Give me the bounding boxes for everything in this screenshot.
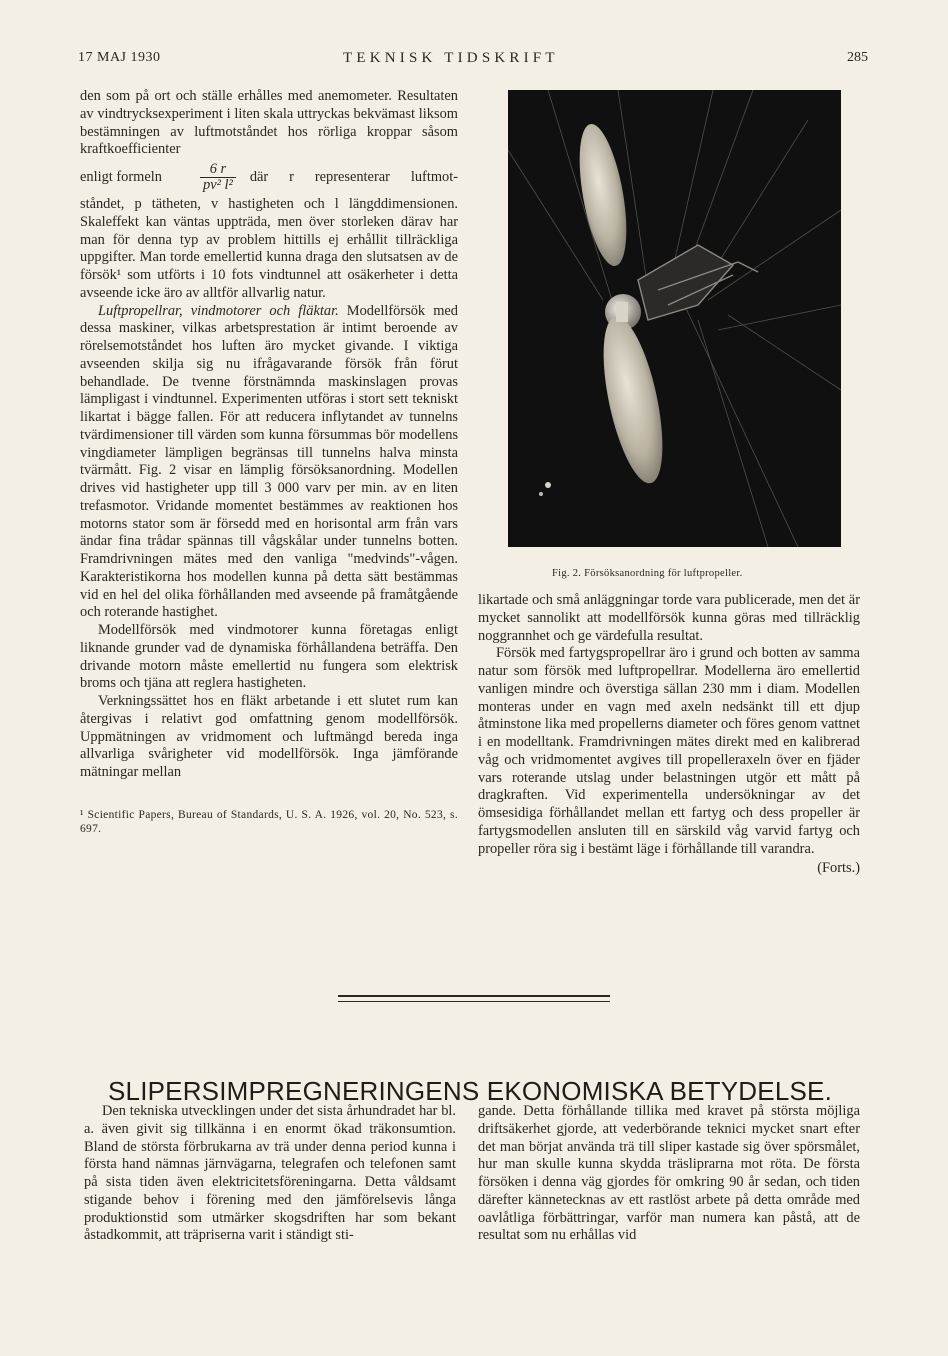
propeller-test-rig-image xyxy=(508,90,841,547)
propeller-photograph xyxy=(508,90,841,547)
paragraph-fans: Verkningssättet hos en fläkt arbetande i ett slutet rum kan återgivas i relativt god omfattning genom modellförsök. Uppmätningen av vridmoment och luftmängd bereda inga allvarliga svårigheter vid modellförsök. Inga jämförande mätningar mellan xyxy=(80,693,458,780)
paragraph-small-installations: likartade och små anläggningar torde vara publicerade, men det är mycket sannolikt att modellförsök kunna göras med tillräcklig noggrannhet och ge värdefulla resultat. xyxy=(478,592,860,644)
left-column xyxy=(80,88,458,836)
force-coefficient-formula xyxy=(80,160,458,195)
formula-fraction xyxy=(200,162,236,193)
right-column xyxy=(478,592,860,878)
article-right-column xyxy=(478,1103,860,1245)
article-left-column xyxy=(84,1103,456,1245)
journal-title: TEKNISK TIDSKRIFT xyxy=(343,50,559,66)
formula-numerator: 6 r xyxy=(209,161,227,177)
footnote: ¹ Scientific Papers, Bureau of Standards, U. S. A. 1926, vol. 20, No. 523, s. 697. xyxy=(80,808,458,835)
paragraph-ship-propellers: Försök med fartygspropellrar äro i grund och botten av samma natur som försök med luftpropellrar. Modellerna äro emellertid vanligen mindre och överstiga sällan 230 mm i diam. Modellen monteras under en vagn med axeln nedsänkt till ett djup åtminstone lika med propellerns diameter och föres genom vattnet i en modelltank. Framdrivningen mätes direkt med en kalibrerad våg och vridmomentet avgives till propelleraxeln över en fjäder vars roterande utslag under belastningen utgör ett mått på dragkraften. Vid experimentella undersökningar av det ömsesidiga förhållandet mellan ett fartyg och dess propeller är fartygsmodellen ansluten till en särskild våg varvid fartyg och propeller röra sig i bestämt läge i förhållande till varandra. xyxy=(478,645,860,857)
paragraph-propellers-body: Modellförsök med dessa maskiner, vilkas arbetsprestation är intimt beroende av rörelsemotståndet hos luften äro mycket givande. I viktiga avseenden skilja sig nu ifrågavarande försök från förut behandlade. De tvenne förstnämnda maskinslagen provas lämpligast i vindtunnel. Experimenten utföras i stort sett tekniskt likartat i bägge fallen. För att reducera inflytandet av tunnelns tvärdimensioner till värden som kunna försummas bör modellens vingdiameter lämpligen begränsas till tunnelns halva minsta tvärmått. Fig. 2 visar en lämplig försöksanordning. Modellen drives vid hastigheter upp till 3 000 varv per min. av en liten trefasmotor. Vridande momentet bestämmes av reaktionen hos motorns stator som är försedd med en horisontal arm från vars ändar fina trådar spännas till vågskålar under tunnelns botten. Framdrivningen mätes med den vanliga "medvinds"-vågen. Karakteristikorna hos modellen kunna på detta sätt bestämmas vid en hel del olika förhållanden med avseende på framåtgående och roterande hastighet. xyxy=(80,302,458,621)
formula-continuation: där r representerar luftmot- xyxy=(249,168,458,185)
formula-denominator: pv² l² xyxy=(200,177,236,193)
figure-caption: Fig. 2. Försöksanordning för luftpropeller. xyxy=(552,568,743,579)
page-header xyxy=(78,50,868,74)
paragraph-intro: den som på ort och ställe erhålles med anemometer. Resultaten av vindtrycksexperiment i liten skala uttryckas bekvämast liksom bestämningen av luftmotståndet hos rörliga kroppar såsom kraftkoefficienter xyxy=(80,88,458,158)
paragraph-wind-motors: Modellförsök med vindmotorer kunna företagas enligt liknande grunder vad de dynamiska förhållandena beträffa. Den drivande motorn måste emellertid nu fungera som elektrisk broms och tjäna att reglera hastigheten. xyxy=(80,622,458,692)
article-paragraph-right: gande. Detta förhållande tillika med kravet på största möjliga driftsäkerhet gjorde, att vederbörande teknici mycket snart efter det man börjat använda trä till sliper kastade sig över spörsmålet, hur man skulle kunna skydda träsliprarna mot röta. De första försöken i denna väg gjordes för omkring 90 år sedan, och tiden därefter kännetecknas av ett rastlöst arbete på detta område med oavlåtliga förbättringar, varför man numera kan påstå, att de resultat som nu erhållas vid xyxy=(478,1103,860,1244)
article-title: SLIPERSIMPREGNERINGENS EKONOMISKA BETYDELSE. xyxy=(108,1076,832,1107)
article-paragraph-left: Den tekniska utvecklingen under det sista århundradet har bl. a. även givit sig tillkänna i en enormt ökad träkonsumtion. Bland de största förbrukarna av trä under denna period kunna i första hand nämnas järnvägarna, telegrafen och telefonen samt på sista tiden även elektricitetsföreningarna. Detta våldsamt stigande behov i förening med den jämförelsevis långa produktionstid som utmärker skogsdriften har som bekant åstadkommit, att träpriserna varit i ständigt sti- xyxy=(84,1103,456,1244)
formula-label: enligt formeln xyxy=(80,168,162,185)
section-divider xyxy=(338,995,610,1002)
paragraph-intro-continued: ståndet, p tätheten, v hastigheten och l längddimensionen. Skaleffekt kan väntas uppträda, men över storleken därav har man för denna typ av problem hittills ej erhållit tillräckliga uppgifter. Man torde emellertid kunna draga den slutsatsen av de försök¹ som utförts i 10 fots vindtunnel att osäkerheter i detta avseende icke äro av alltför allvarlig natur. xyxy=(80,196,458,301)
page-number: 285 xyxy=(847,50,868,65)
issue-date: 17 MAJ 1930 xyxy=(78,50,161,65)
section-heading-propellers: Luftpropellrar, vindmotorer och fläktar. xyxy=(98,302,339,319)
paragraph-propellers xyxy=(80,303,458,623)
continued-marker: (Forts.) xyxy=(817,860,860,877)
